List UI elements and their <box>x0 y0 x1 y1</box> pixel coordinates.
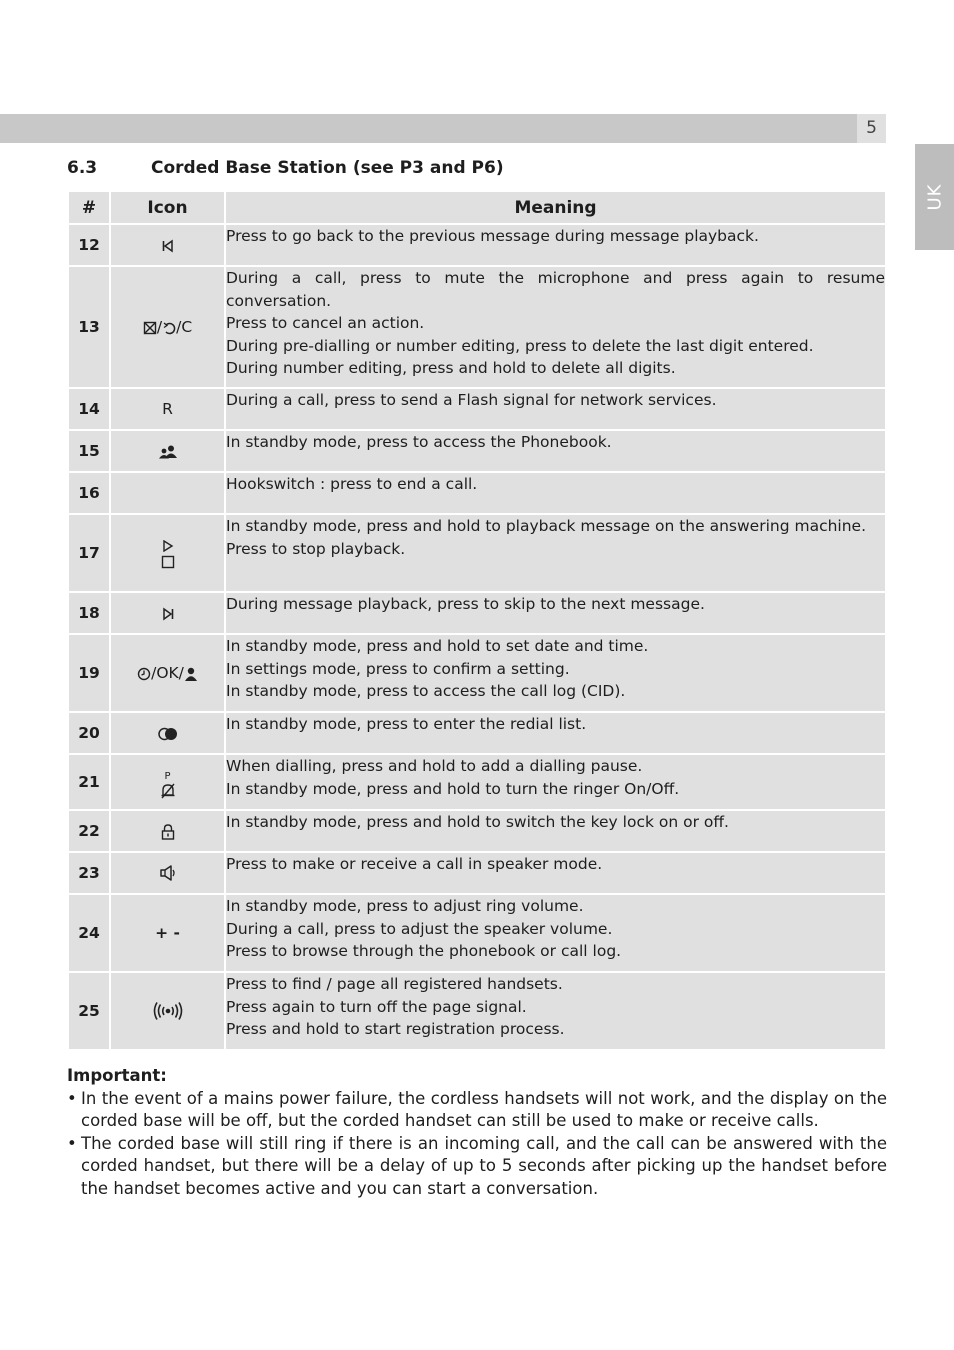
row-number: 13 <box>69 267 109 387</box>
meaning-line: In standby mode, press and hold to set date and time. <box>226 637 649 655</box>
play-icon <box>162 540 174 552</box>
important-bullet: • The corded base will still ring if there is an incoming call, and the call can be answered with the corded handset, but there will be a delay of up to 5 seconds after picking up the handset before the handset becomes active and you can start a conversation. <box>67 1133 887 1201</box>
speaker-icon <box>159 864 177 882</box>
key-lock-icon <box>161 824 175 840</box>
meaning-cell <box>226 267 885 387</box>
table-row <box>69 515 885 591</box>
meaning-cell <box>226 755 885 809</box>
redial-icon <box>157 727 179 741</box>
meaning-line: In standby mode, press to access the call log (CID). <box>226 682 626 701</box>
meaning-cell <box>226 431 885 471</box>
stop-icon <box>161 555 175 569</box>
icon-cell <box>111 515 224 591</box>
table-header-row <box>69 192 885 223</box>
meaning-line: During pre-dialling or number editing, press to delete the last digit entered. <box>226 336 814 355</box>
row-number: 14 <box>69 389 109 429</box>
icon-cell <box>111 811 224 851</box>
mute-icon <box>143 321 157 335</box>
meaning-line: Press to browse through the phonebook or call log. <box>226 942 622 961</box>
icon-cell <box>111 635 224 711</box>
meaning-line: During a call, press to mute the microphone and press again to resume conversation. <box>226 269 885 310</box>
row-number: 16 <box>69 473 109 513</box>
meaning-cell <box>226 515 885 591</box>
meaning-line: During number editing, press and hold to delete all digits. <box>226 359 676 378</box>
header-number: # <box>69 192 109 223</box>
cancel-key-label: /C <box>176 318 193 336</box>
icon-cell <box>111 593 224 633</box>
table-row <box>69 973 885 1049</box>
language-tab-label: UK <box>924 183 945 211</box>
table-row <box>69 811 885 851</box>
icon-cell <box>111 473 224 513</box>
meaning-line: Press and hold to start registration process. <box>226 1020 565 1039</box>
meaning-line: In standby mode, press and hold to switch the key lock on or off. <box>226 813 729 831</box>
icon-cell <box>111 267 224 387</box>
ok-key-label: /OK/ <box>151 664 184 682</box>
icon-cell <box>111 431 224 471</box>
section-title: Corded Base Station (see P3 and P6) <box>151 158 504 178</box>
meaning-line: When dialling, press and hold to add a dialling pause. <box>226 757 643 775</box>
call-log-icon <box>184 667 198 681</box>
table-row <box>69 473 885 513</box>
meaning-line: During a call, press to send a Flash signal for network services. <box>226 391 717 409</box>
language-tab <box>915 144 954 250</box>
page-number: 5 <box>857 114 886 143</box>
meaning-line: Press again to turn off the page signal. <box>226 997 527 1016</box>
meaning-cell <box>226 389 885 429</box>
meaning-cell <box>226 973 885 1049</box>
table-row <box>69 755 885 809</box>
meaning-line: Press to cancel an action. <box>226 314 425 333</box>
ringer-off-icon <box>160 783 176 799</box>
pause-icon: P <box>164 771 171 782</box>
next-icon <box>161 607 175 621</box>
table-row <box>69 635 885 711</box>
icon-cell <box>111 389 224 429</box>
icon-cell <box>111 853 224 893</box>
row-number: 17 <box>69 515 109 591</box>
table-row <box>69 853 885 893</box>
row-number: 25 <box>69 973 109 1049</box>
meaning-line: In standby mode, press and hold to turn the ringer On/Off. <box>226 779 680 798</box>
meaning-cell <box>226 853 885 893</box>
previous-icon <box>161 239 175 253</box>
row-number: 12 <box>69 225 109 265</box>
meaning-cell <box>226 811 885 851</box>
row-number: 22 <box>69 811 109 851</box>
icon-cell <box>111 225 224 265</box>
meaning-line: Press to stop playback. <box>226 539 406 558</box>
table-row <box>69 431 885 471</box>
header-icon: Icon <box>111 192 224 223</box>
row-number: 21 <box>69 755 109 809</box>
icon-cell <box>111 973 224 1049</box>
back-icon <box>162 321 176 335</box>
phonebook-icon <box>157 445 179 459</box>
table-row <box>69 225 885 265</box>
icon-cell <box>111 755 224 809</box>
meaning-line: Press to make or receive a call in speaker mode. <box>226 855 603 873</box>
row-number: 24 <box>69 895 109 971</box>
important-notes <box>67 1065 887 1201</box>
row-number: 19 <box>69 635 109 711</box>
meaning-line: Hookswitch : press to end a call. <box>226 475 478 493</box>
icon-cell <box>111 895 224 971</box>
row-number: 18 <box>69 593 109 633</box>
meaning-cell <box>226 593 885 633</box>
table-row <box>69 713 885 753</box>
icon-cell <box>111 713 224 753</box>
important-bullet: • In the event of a mains power failure, the cordless handsets will not work, and the display on the corded base will be off, but the corded handset can still be used to make or receive calls. <box>67 1088 887 1133</box>
table-row <box>69 267 885 387</box>
meaning-line: In standby mode, press to adjust ring volume. <box>226 897 584 915</box>
meaning-cell <box>226 473 885 513</box>
meaning-line: During a call, press to adjust the speaker volume. <box>226 919 613 938</box>
keys-table <box>67 190 887 1051</box>
row-number: 15 <box>69 431 109 471</box>
header-meaning: Meaning <box>226 192 885 223</box>
meaning-line: Press to find / page all registered handsets. <box>226 975 563 993</box>
meaning-line: In standby mode, press to access the Phonebook. <box>226 433 612 451</box>
meaning-cell <box>226 895 885 971</box>
separator: / <box>156 318 163 336</box>
important-title: Important: <box>67 1066 167 1085</box>
meaning-line: In standby mode, press to enter the redial list. <box>226 715 587 733</box>
recall-icon: R <box>162 400 173 418</box>
meaning-line: Press to go back to the previous message during message playback. <box>226 227 759 245</box>
clock-icon <box>137 667 151 681</box>
meaning-cell <box>226 635 885 711</box>
meaning-line: In standby mode, press and hold to playback message on the answering machine. <box>226 517 867 535</box>
row-number: 23 <box>69 853 109 893</box>
meaning-line: During message playback, press to skip to the next message. <box>226 595 705 613</box>
header-bar <box>0 114 857 143</box>
meaning-cell <box>226 713 885 753</box>
meaning-line: In settings mode, press to confirm a setting. <box>226 659 570 678</box>
row-number: 20 <box>69 713 109 753</box>
volume-icon: + - <box>155 924 180 942</box>
table-row <box>69 389 885 429</box>
section-number: 6.3 <box>67 158 98 178</box>
table-row <box>69 895 885 971</box>
table-row <box>69 593 885 633</box>
meaning-cell <box>226 225 885 265</box>
page-icon <box>152 1001 184 1021</box>
